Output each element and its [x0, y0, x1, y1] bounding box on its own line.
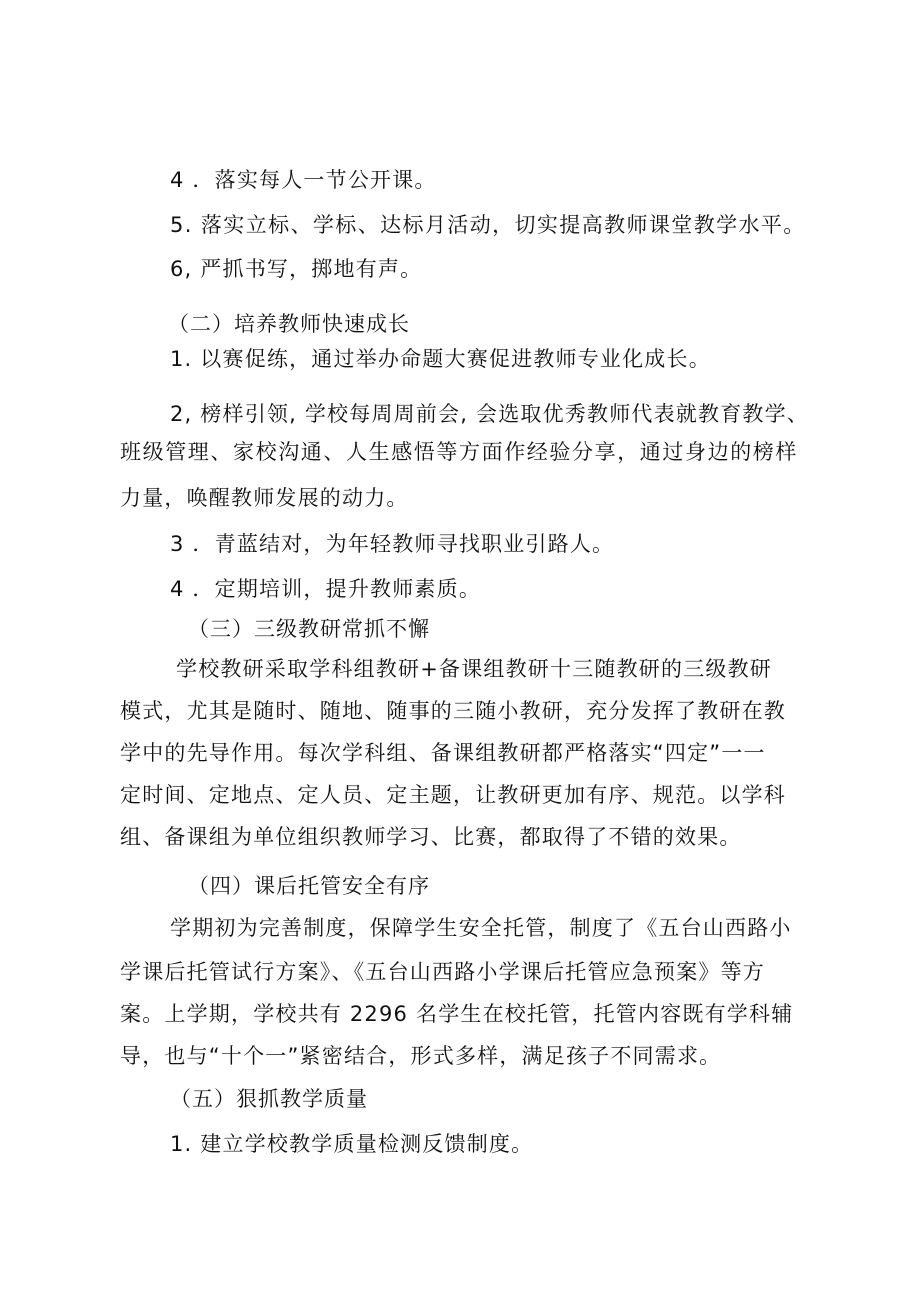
list-item-5-standards-activity: 5. 落实立标、学标、达标月活动，切实提高教师课堂教学水平。	[170, 213, 806, 237]
paragraph-4-line4: 导，也与“十个一”紧密结合，形式多样，满足孩子不同需求。	[120, 1044, 722, 1068]
list-item-6-handwriting: 6, 严抓书写，掷地有声。	[170, 257, 423, 281]
section-heading-2: （二）培养教师快速成长	[168, 312, 410, 336]
paragraph-3-line2: 模式，尤其是随时、随地、随事的三随小教研，充分发挥了教研在教	[120, 699, 786, 723]
list-item-4-training: 4 ．定期培训，提升教师素质。	[170, 577, 482, 601]
list-item-1-competition: 1. 以赛促练，通过举办命题大赛促进教师专业化成长。	[170, 347, 711, 371]
list-item-3-mentoring: 3 ．青蓝结对，为年轻教师寻找职业引路人。	[170, 532, 615, 556]
paragraph-4-line2: 学课后托管试行方案》、《五台山西路小学课后托管应急预案》等方	[120, 960, 765, 984]
paragraph-3-line4: 定时间、定地点、定人员、定主题，让教研更加有序、规范。以学科	[120, 783, 786, 807]
section-heading-3: （三）三级教研常抓不懈	[188, 617, 430, 641]
list-item-4-public-lesson: 4 ．落实每人一节公开课。	[170, 168, 437, 192]
list-item-2-role-models-line2: 班级管理、家校沟通、人生感悟等方面作经验分享，通过身边的榜样	[120, 440, 798, 464]
list-item-2-role-models-line1: 2, 榜样引领, 学校每周周前会, 会选取优秀教师代表就教育教学、	[170, 402, 810, 426]
paragraph-3-line1: 学校教研采取学科组教研+备课组教研十三随教研的三级教研	[176, 657, 772, 681]
section-heading-4: （四）课后托管安全有序	[188, 874, 430, 898]
section-heading-5: （五）狠抓教学质量	[170, 1087, 368, 1111]
paragraph-3-line5: 组、备课组为单位组织教师学习、比赛，都取得了不错的效果。	[120, 825, 742, 849]
list-item-2-role-models-line3: 力量，唤醒教师发展的动力。	[120, 486, 409, 510]
paragraph-4-line1: 学期初为完善制度，保障学生安全托管，制度了《五台山西路小	[170, 916, 792, 940]
paragraph-4-line3: 案。上学期，学校共有 2296 名学生在校托管，托管内容既有学科辅	[120, 1002, 794, 1026]
paragraph-3-line3: 学中的先导作用。每次学科组、备课组教研都严格落实“四定”一一	[120, 741, 766, 765]
list-item-1-quality-feedback: 1. 建立学校教学质量检测反馈制度。	[170, 1132, 534, 1156]
